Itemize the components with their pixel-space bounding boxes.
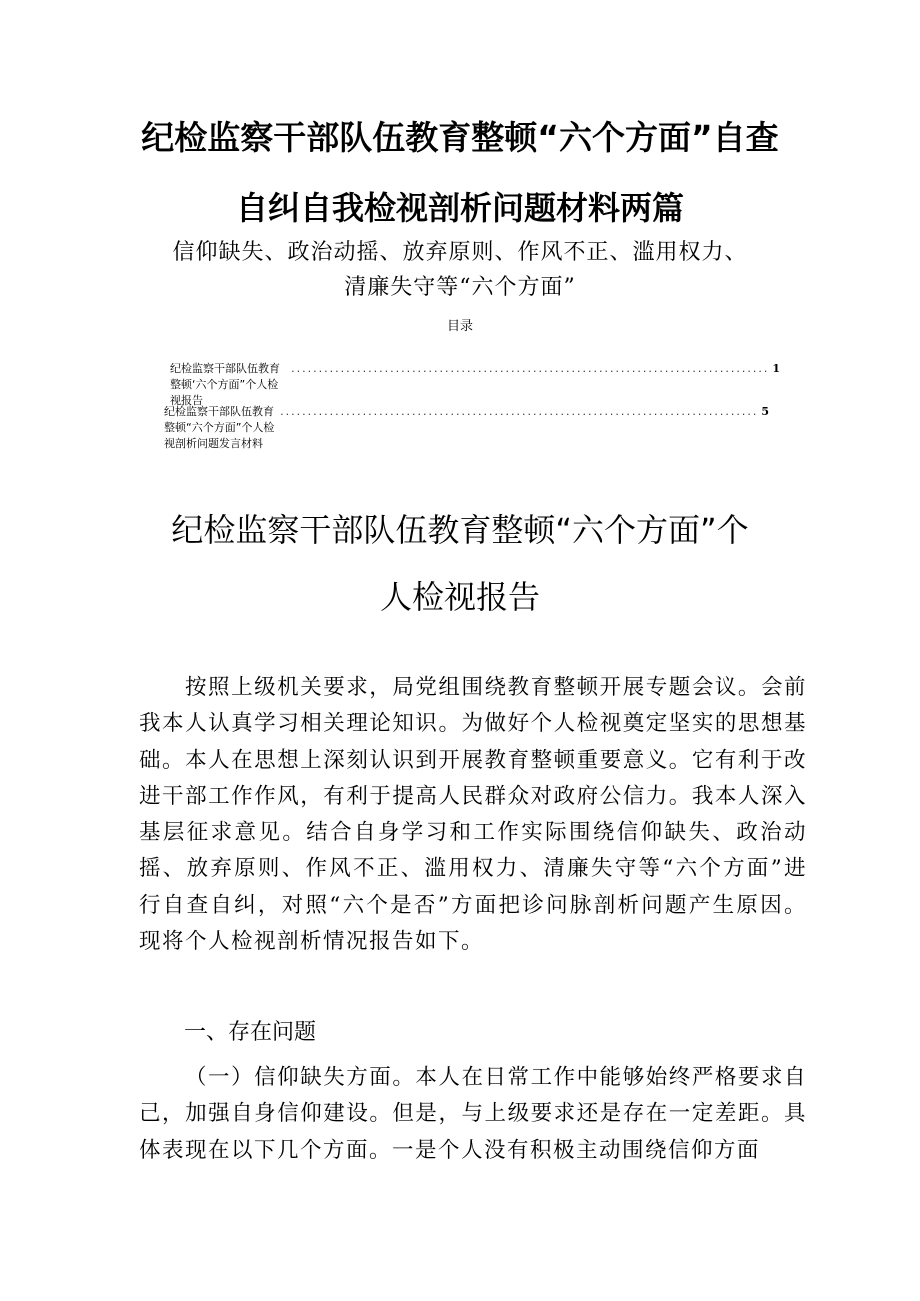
toc-entry-text: 纪检监察干部队伍教育整顿“六个方面”个人检视剖析问题发言材料 [164, 405, 275, 450]
section-heading: 一、存在问题 [184, 1020, 317, 1045]
body-paragraph: 按照上级机关要求，局党组围绕教育整顿开展专题会议。会前我本人认真学习相关理论知识。为做好个人检视奠定坚实的思想基础。本人在思想上深刻认识到开展教育整顿重要意义。它有利于改进干部工作作风，有利于提高人民群众对政府公信力。我本人深入基层征求意见。结合自身学习和工作实际围绕信仰缺失、政治动摇、放弃原则、作风不正、滥用权力、清廉失守等“六个方面”进行自查自纠，对照“六个是否”方面把诊问脉剖析问题产生原因。现将个人检视剖析情况报告如下。 [139, 675, 807, 955]
toc-leader-dots: ....................................................................................... [291, 362, 770, 375]
body-paragraph: （一）信仰缺失方面。本人在日常工作中能够始终严格要求自己，加强自身信仰建设。但是，与上级要求还是存在一定差距。具体表现在以下几个方面。一是个人没有积极主动围绕信仰方面 [139, 1065, 807, 1163]
document-title-line-1: 纪检监察干部队伍教育整顿“六个方面”自查 [141, 118, 779, 157]
toc-entry-text: 纪检监察干部队伍教育整顿‘六个方面”个人检视报告 [170, 362, 280, 407]
report-heading-line-1: 纪检监察干部队伍教育整顿“六个方面”个 [171, 511, 749, 549]
toc-entry-page: 5 [761, 405, 769, 418]
toc-entry-page: 1 [772, 362, 780, 375]
subtitle-line-2: 清廉失守等“六个方面” [344, 275, 576, 300]
document-title-line-2: 自纠自我检视剖析问题材料两篇 [235, 189, 684, 227]
toc-leader-dots: ....................................................................................... [280, 405, 759, 418]
toc-entry[interactable] [164, 403, 769, 451]
subtitle-line-1: 信仰缺失、政治动摇、放弃原则、作风不正、滥用权力、 [172, 240, 748, 265]
toc-label: 目录 [446, 319, 473, 334]
report-heading-line-2: 人检视报告 [379, 578, 540, 616]
toc-entry[interactable] [170, 360, 780, 408]
